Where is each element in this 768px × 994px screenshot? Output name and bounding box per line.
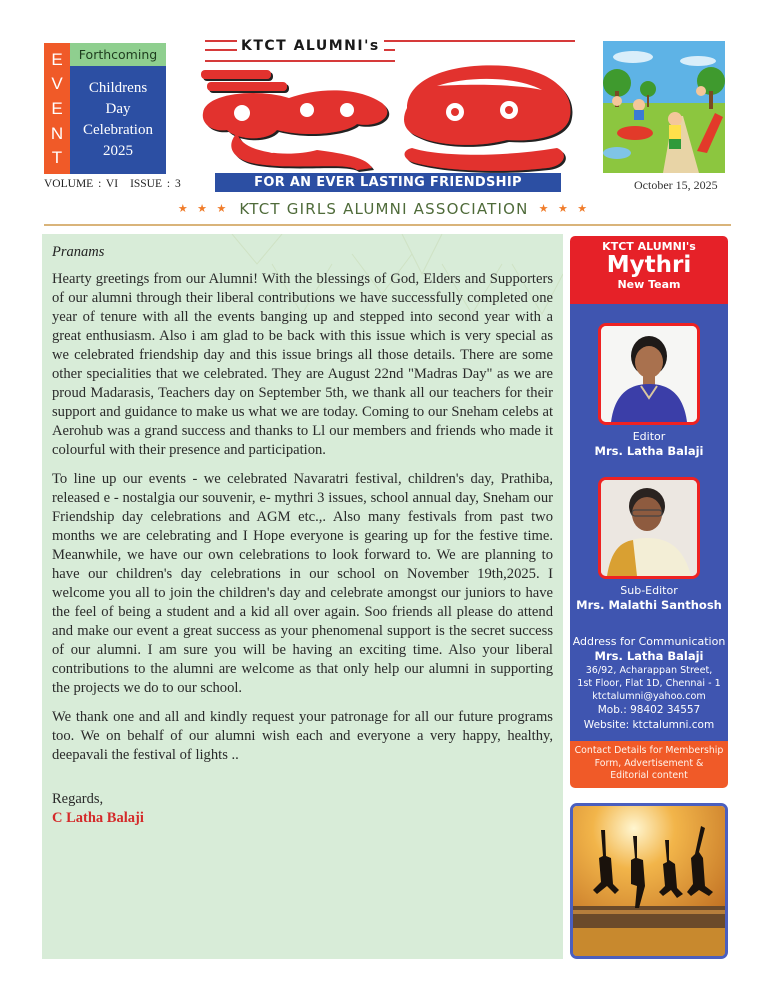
divider (44, 224, 731, 226)
address-name: Mrs. Latha Balaji (594, 649, 704, 663)
letter-paragraph: To line up our events - we celebrated Navaratri festival, children's day, Prathiba, released e - nostalgia our souvenir, e- mythri 3 issues, school annual day, Sneham our Friendship day celebrations and AGM etc.,. Also many festivals from past two months we are celebrating and I Hope everyone is gearing up for the festive time. Meanwhile, we have our own celebrations to look forward to. We are planning to have our children's day celebrations in our school on November 19th,2025. I welcome you all to join the children's day and celebrate amongst our juniors to have the feel of being a student and a kid all over again. Soo friends all please do attend and make our event a great success as your phenomenal support is the secret success of our alumni. I am sure you will be having an exciting time. Also your liberal contributions to the alumni are welcome as that only help our alumni in supporting the projects we do to our school. (52, 471, 553, 696)
event-letter: E (51, 49, 63, 69)
star-icon: ★ ★ ★ (177, 202, 230, 215)
sub-editor-photo (598, 477, 700, 579)
contact-note-line: Contact Details for Membership (574, 745, 724, 756)
event-vertical-label (44, 43, 70, 174)
event-line: 2025 (103, 143, 133, 159)
contact-website[interactable]: Website: ktctalumni.com (583, 719, 715, 731)
event-letter: E (51, 98, 63, 118)
event-tag: Forthcoming (70, 43, 166, 66)
playground-illustration-icon (603, 41, 725, 173)
address-line: 1st Floor, Flat 1D, Chennai - 1 (577, 678, 721, 689)
team-role: Editor (632, 430, 666, 443)
event-line: Celebration (83, 122, 153, 138)
letter-paragraph: We thank one and all and kindly request your patronage for all our future programs too. We on behalf of our alumni wish each and everyone a very happy, healthy, deepavali the festival of lights .. (52, 709, 553, 763)
event-letter: N (50, 123, 64, 143)
editor-photo (598, 323, 700, 425)
masthead (197, 36, 582, 194)
team-name: Mrs. Latha Balaji (594, 444, 704, 458)
issue: ISSUE : 3 (130, 178, 181, 190)
team-panel (570, 304, 728, 741)
editor-letter (42, 234, 563, 959)
person-avatar-icon (601, 480, 697, 576)
team-role: Sub-Editor (620, 584, 678, 597)
contact-note-line: Editorial content (610, 770, 688, 781)
address-title: Address for Communication (572, 635, 726, 648)
contact-note (570, 741, 728, 788)
volume-issue (44, 178, 181, 190)
sidebar-subtitle: New Team (617, 278, 681, 291)
issue-date: October 15, 2025 (634, 178, 718, 192)
masthead-tagline: FOR AN EVER LASTING FRIENDSHIP (215, 173, 561, 192)
event-line: Day (105, 101, 131, 117)
kids-playground-image (603, 41, 725, 173)
sidebar-title: Mythri (606, 252, 692, 278)
masthead-kicker: KTCT ALUMNI's (237, 38, 384, 54)
letter-signer: C Latha Balaji (52, 810, 144, 826)
letter-closing: Regards, (52, 791, 104, 807)
contact-email[interactable]: ktctalumni@yahoo.com (592, 691, 706, 702)
event-details (70, 43, 166, 174)
event-line: Childrens (88, 80, 148, 96)
person-avatar-icon (601, 326, 697, 422)
event-letter: V (51, 74, 63, 94)
team-name: Mrs. Malathi Santhosh (576, 598, 722, 612)
volume: VOLUME : VI (44, 178, 119, 190)
event-title (70, 66, 166, 174)
contact-note-line: Form, Advertisement & (594, 757, 704, 769)
team-sidebar (570, 236, 728, 788)
association-name: KTCT GIRLS ALUMNI ASSOCIATION (239, 200, 529, 218)
sunset-silhouette-icon (573, 806, 725, 956)
association-banner (0, 200, 768, 218)
event-letter: T (51, 148, 63, 168)
letter-paragraph: Hearty greetings from our Alumni! With the blessings of God, Elders and Supporters of our alumni through their liberal contributions we have successfully completed one year of tenure with all the events banging up and stepped into second year with a great enthusiasm. Also i am glad to be back with this issue which is very special as we celebrated friendship day and this issue brings all those details. There are some other specialities that we celebrated. They are August 22nd "Madras Day" as we are proud Madarasis, Teachers day on September 5th, we thank all our teachers for their support and guidance to make us what we are today. Coming to our Sneham celebs at Aerohub was a grand success and thanks to Ll our members and friends who made it colourful with their presence and participation. (52, 271, 553, 458)
friends-jumping-image (570, 803, 728, 959)
sidebar-header (570, 236, 728, 304)
sidebar-kicker: KTCT ALUMNI's (602, 240, 696, 253)
contact-mobile: Mob.: 98402 34557 (597, 704, 701, 716)
mythri-logo-icon (197, 58, 582, 176)
address-line: 36/92, Acharappan Street, (585, 665, 713, 676)
star-icon: ★ ★ ★ (538, 202, 591, 215)
event-box (44, 43, 166, 174)
letter-greeting: Pranams (52, 244, 105, 260)
